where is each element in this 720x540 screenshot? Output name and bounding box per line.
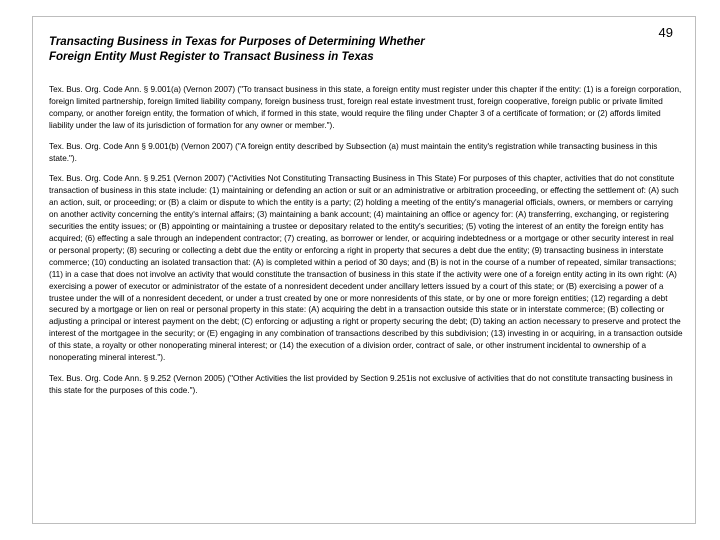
statute-paragraph-9001b: Tex. Bus. Org. Code Ann § 9.001(b) (Vernon 2007) ("A foreign entity described by Subsection (a) must maintain the entity's registration while transacting business in this state.").: [49, 141, 658, 163]
page-number: 49: [658, 25, 673, 40]
slide-title-line-2: Foreign Entity Must Register to Transact Business in Texas: [49, 51, 374, 63]
statute-paragraph-9001a: Tex. Bus. Org. Code Ann. § 9.001(a) (Vernon 2007) ("To transact business in this state, a foreign entity must register under this chapter if the entity: (1) is a foreign corporation, foreign limited partnership, foreign limited liability company, foreign business trust, foreign real estate investment trust, foreign cooperative, foreign public or private limited company, or another foreign entity, the formation of which, if formed in this state, would require the filing under Chapter 3 of a certificate of formation; or (2) affords limited liability under the law of its jurisdiction of formation for any owner or member.").: [49, 85, 682, 130]
slide-title-line-1: Transacting Business in Texas for Purposes of Determining Whether: [49, 36, 425, 48]
slide-title: [49, 35, 609, 65]
statute-paragraph-9252: Tex. Bus. Org. Code Ann. § 9.252 (Vernon 2005) ("Other Activities the list provided by Section 9.251is not exclusive of activities that do not constitute transacting business in this state for the purposes of this code.").: [49, 373, 673, 395]
slide: [32, 16, 696, 524]
statute-paragraph-9251: Tex. Bus. Org. Code Ann. § 9.251 (Vernon 2007) ("Activities Not Constituting Transacting Business in This State) For purposes of this chapter, activities that do not constitute transaction of business in this state include: (1) maintaining or defending an action or suit or an administrative or arbitration proceeding, or effecting the settlement of: (A) such an action, suit, or proceeding; or (B) a claim or dispute to which the entity is a party; (2) holding a meeting of the entity's managerial officials, owners, or members or carrying on another activity concerning the entity's internal affairs; (3) maintaining a bank account; (4) maintaining an office or agency for: (A) transferring, exchanging, or registering securities the entity issues; or (B) appointing or maintaining a trustee or depositary related to the entity's securities; (5) voting the interest of an entity the foreign entity has acquired; (6) effecting a sale through an independent contractor; (7) creating, as borrower or lender, or acquiring indebtedness or a mortgage or other security interest in real or personal property; (8) securing or collecting a debt due the entity or enforcing a right in property that secures a debt due the entity; (9) transacting business in interstate commerce; (10) conducting an isolated transaction that: (A) is completed within a period of 30 days; and (B) is not in the course of a number of repeated, similar transactions; (11) in a case that does not involve an activity that would constitute the transaction of business in this state if the activity were one of a foreign entity acting in its own right: (A) exercising a power of executor or administrator of the estate of a nonresident decedent under ancillary letters issued by a court of this state; or (B) exercising a power of a trustee under the will of a nonresident decedent, or under a trust created by one or more nonresidents of this state, or by one or more foreign entities; (12) regarding a debt secured by a mortgage or lien on real or personal property in this state: (A) acquiring the debt in a transaction outside this state or in interstate commerce; (B) collecting or adjusting a principal or interest payment on the debt; (C) enforcing or adjusting a right or property securing the debt; (D) taking an action necessary to preserve and protect the interest of the mortgagee in the security; or (E) engaging in any combination of transactions described by this subdivision; (13) investing in or acquiring, in a transaction outside of this state, a royalty or other nonoperating mineral interest; or (14) the execution of a division order, contract of sale, or other instrument incidental to ownership of a nonoperating mineral interest.").: [49, 174, 683, 363]
slide-body: [49, 84, 683, 406]
